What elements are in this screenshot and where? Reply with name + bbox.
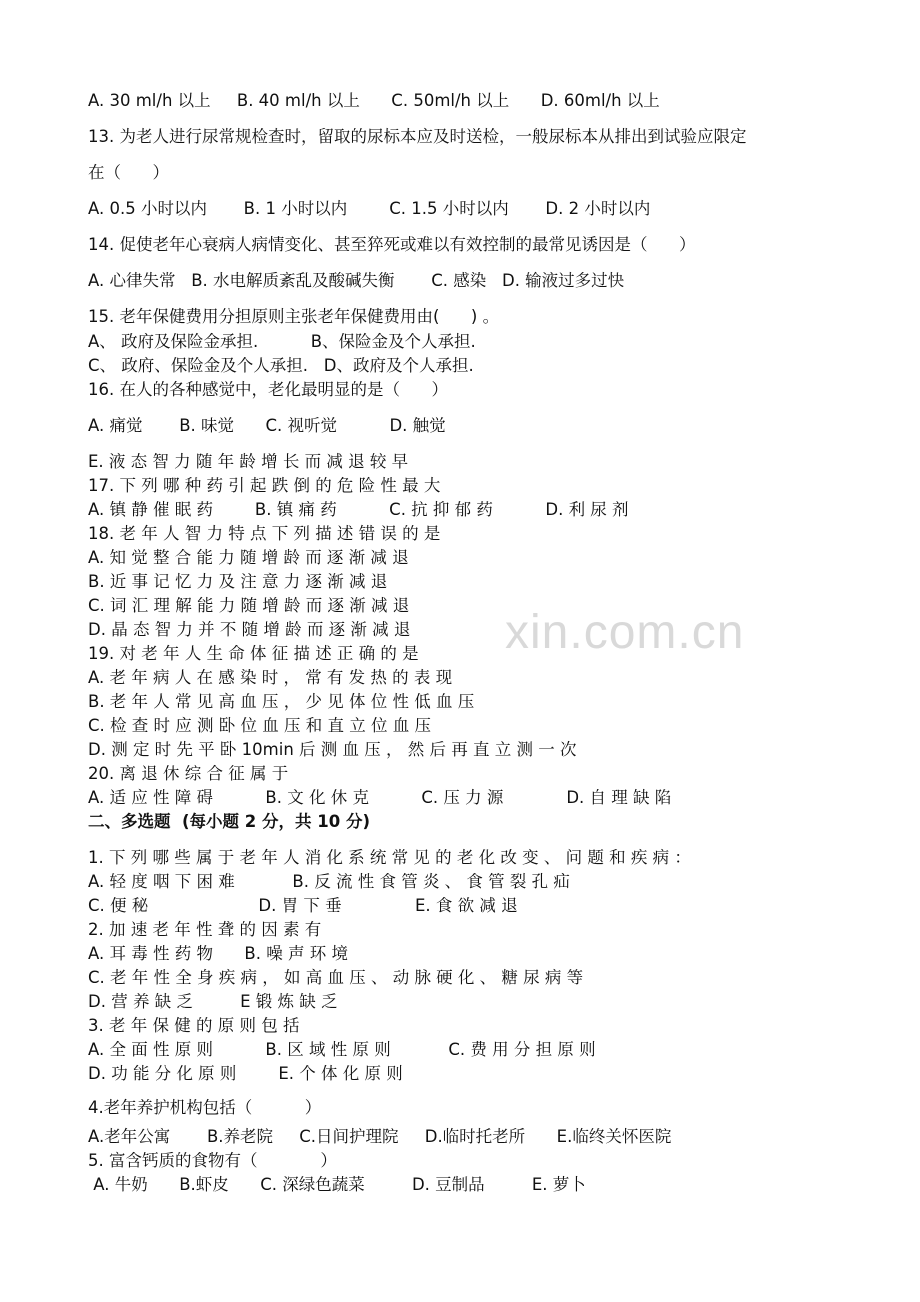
text-line: C、 政府、保险金及个人承担. D、政府及个人承担. xyxy=(88,356,474,375)
text-line: 15. 老年保健费用分担原则主张老年保健费用由( ) 。 xyxy=(88,307,500,326)
text-line: 20. 离 退 休 综 合 征 属 于 xyxy=(88,764,289,783)
text-line: A、 政府及保险金承担. B、保险金及个人承担. xyxy=(88,332,476,351)
text-line: 13. 为老人进行尿常规检查时，留取的尿标本应及时送检，一般尿标本从排出到试验应限定 xyxy=(88,127,747,146)
text-line: 2. 加 速 老 年 性 聋 的 因 素 有 xyxy=(88,920,322,939)
text-line: 3. 老 年 保 健 的 原 则 包 括 xyxy=(88,1016,300,1035)
text-line: 16. 在人的各种感觉中，老化最明显的是（ ） xyxy=(88,380,448,399)
text-line: A. 知 觉 整 合 能 力 随 增 龄 而 逐 渐 减 退 xyxy=(88,548,409,567)
text-line: A. 全 面 性 原 则 B. 区 域 性 原 则 C. 费 用 分 担 原 则 xyxy=(88,1040,596,1059)
text-line: D. 营 养 缺 乏 E 锻 炼 缺 乏 xyxy=(88,992,338,1011)
text-line: 二、多选题 (每小题 2 分，共 10 分) xyxy=(88,812,370,831)
text-line: 在（ ） xyxy=(88,163,169,182)
text-line: 14. 促使老年心衰病人病情变化、甚至猝死或难以有效控制的最常见诱因是（ ） xyxy=(88,235,696,254)
text-line: C. 检 查 时 应 测 卧 位 血 压 和 直 立 位 血 压 xyxy=(88,716,431,735)
text-line: B. 近 事 记 忆 力 及 注 意 力 逐 渐 减 退 xyxy=(88,572,388,591)
text-line: 4.老年养护机构包括（ ） xyxy=(88,1098,322,1117)
text-line: A. 0.5 小时以内 B. 1 小时以内 C. 1.5 小时以内 D. 2 小时以内 xyxy=(88,199,651,218)
text-line: B. 老 年 人 常 见 高 血 压 ， 少 见 体 位 性 低 血 压 xyxy=(88,692,475,711)
text-line: A. 30 ml/h 以上 B. 40 ml/h 以上 C. 50ml/h 以上 D. 60ml/h 以上 xyxy=(88,91,660,110)
text-line: D. 测 定 时 先 平 卧 10min 后 测 血 压 ， 然 后 再 直 立 测 一 次 xyxy=(88,740,577,759)
text-line: 17. 下 列 哪 种 药 引 起 跌 倒 的 危 险 性 最 大 xyxy=(88,476,441,495)
text-line: 5. 富含钙质的食物有（ ） xyxy=(88,1151,337,1170)
text-line: A. 镇 静 催 眠 药 B. 镇 痛 药 C. 抗 抑 郁 药 D. 利 尿 剂 xyxy=(88,500,629,519)
text-line: 18. 老 年 人 智 力 特 点 下 列 描 述 错 误 的 是 xyxy=(88,524,441,543)
text-line: A. 牛奶 B.虾皮 C. 深绿色蔬菜 D. 豆制品 E. 萝卜 xyxy=(88,1175,586,1194)
text-line: A.老年公寓 B.养老院 C.日间护理院 D.临时托老所 E.临终关怀医院 xyxy=(88,1127,672,1146)
text-line: A. 老 年 病 人 在 感 染 时 ， 常 有 发 热 的 表 现 xyxy=(88,668,453,687)
text-line: D. 功 能 分 化 原 则 E. 个 体 化 原 则 xyxy=(88,1064,403,1083)
text-line: 1. 下 列 哪 些 属 于 老 年 人 消 化 系 统 常 见 的 老 化 改 变 、 问 题 和 疾 病 ： xyxy=(88,848,691,867)
text-line: A. 心律失常 B. 水电解质紊乱及酸碱失衡 C. 感染 D. 输液过多过快 xyxy=(88,271,625,290)
text-line: C. 便 秘 D. 胃 下 垂 E. 食 欲 减 退 xyxy=(88,896,518,915)
text-line: C. 词 汇 理 解 能 力 随 增 龄 而 逐 渐 减 退 xyxy=(88,596,410,615)
text-line: A. 适 应 性 障 碍 B. 文 化 休 克 C. 压 力 源 D. 自 理 缺 陷 xyxy=(88,788,672,807)
text-line: C. 老 年 性 全 身 疾 病 ， 如 高 血 压 、 动 脉 硬 化 、 糖 尿 病 等 xyxy=(88,968,584,987)
text-line: A. 轻 度 咽 下 困 难 B. 反 流 性 食 管 炎 、 食 管 裂 孔 疝 xyxy=(88,872,570,891)
watermark: xin.com.cn xyxy=(505,606,745,659)
text-line: 19. 对 老 年 人 生 命 体 征 描 述 正 确 的 是 xyxy=(88,644,419,663)
text-line: A. 耳 毒 性 药 物 B. 噪 声 环 境 xyxy=(88,944,348,963)
text-line: A. 痛觉 B. 味觉 C. 视听觉 D. 触觉 xyxy=(88,416,446,435)
text-line: E. 液 态 智 力 随 年 龄 增 长 而 减 退 较 早 xyxy=(88,452,409,471)
text-line: D. 晶 态 智 力 并 不 随 增 龄 而 逐 渐 减 退 xyxy=(88,620,411,639)
